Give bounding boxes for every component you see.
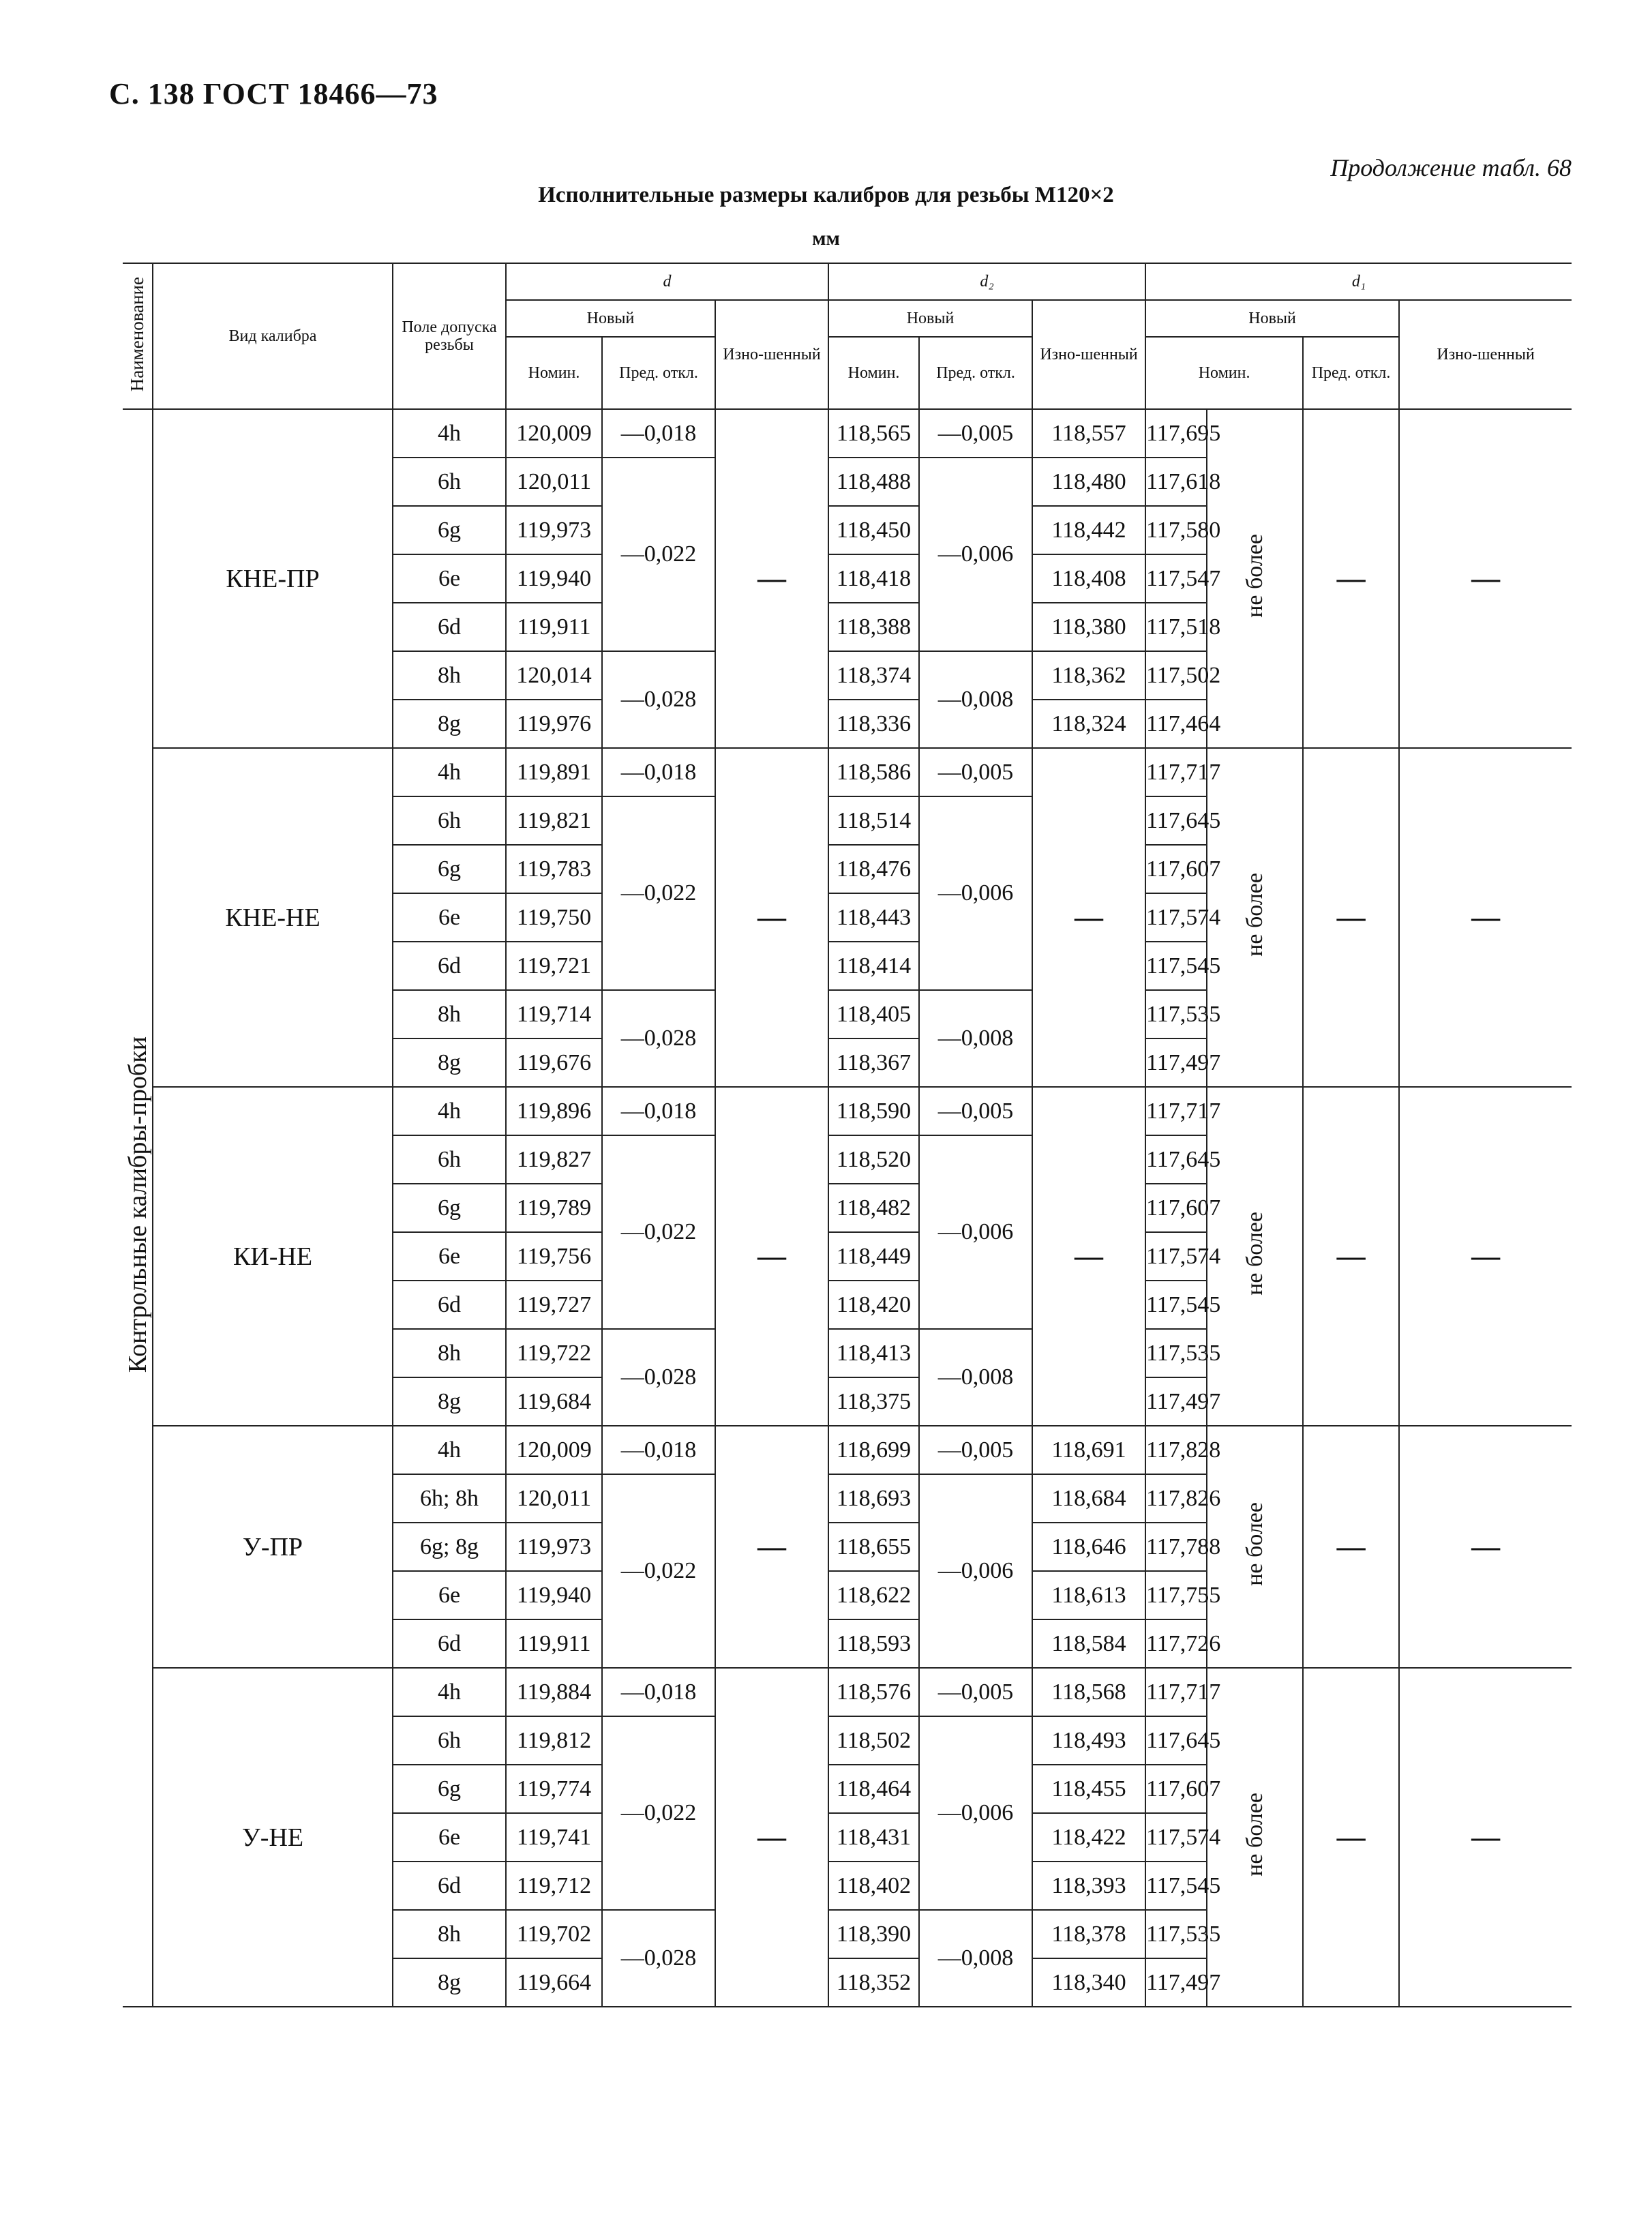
d2-worn-cell: 118,613 <box>1032 1571 1145 1619</box>
d2-worn-cell: 118,422 <box>1032 1813 1145 1862</box>
table-row <box>123 409 1572 458</box>
units-label: мм <box>812 227 840 250</box>
column-header-d-deviation: Пред. откл. <box>602 337 715 409</box>
not-more-label: не более <box>1242 533 1267 618</box>
d-deviation-cell: —0,018 <box>602 1087 715 1135</box>
d1-nominal-cell: 117,645 <box>1145 1716 1207 1765</box>
d2-worn-cell: 118,691 <box>1032 1426 1145 1474</box>
d2-nominal-cell: 118,464 <box>828 1765 919 1813</box>
d2-nominal-cell: 118,576 <box>828 1668 919 1716</box>
d1-deviation-cell: — <box>1303 1426 1399 1668</box>
gauge-type-label: У-НЕ <box>153 1668 393 2007</box>
column-header-d1-new: Новый <box>1145 300 1399 337</box>
d1-nominal-cell: 117,574 <box>1145 1232 1207 1281</box>
column-header-d-worn: Изно-шенный <box>715 300 828 409</box>
d1-nominal-cell: 117,717 <box>1145 1087 1207 1135</box>
d-nominal-cell: 120,009 <box>506 409 602 458</box>
d2-worn-cell: 118,584 <box>1032 1619 1145 1668</box>
d-nominal-cell: 119,714 <box>506 990 602 1038</box>
d1-nominal-cell: 117,535 <box>1145 990 1207 1038</box>
tolerance-cell: 6g <box>393 1765 506 1813</box>
d2-nominal-cell: 118,482 <box>828 1184 919 1232</box>
d2-nominal-cell: 118,390 <box>828 1910 919 1958</box>
d2-nominal-cell: 118,418 <box>828 554 919 603</box>
d2-deviation-cell: —0,005 <box>919 1668 1032 1716</box>
d-worn-cell: — <box>715 1087 828 1426</box>
d2-nominal-cell: 118,413 <box>828 1329 919 1377</box>
table-title: Исполнительные размеры калибров для резьбы М120×2 <box>538 183 1114 207</box>
d-deviation-cell: —0,022 <box>602 458 715 651</box>
d-nominal-cell: 119,976 <box>506 700 602 748</box>
tolerance-cell: 6d <box>393 603 506 651</box>
column-header-d-nominal: Номин. <box>506 337 602 409</box>
d-nominal-cell: 119,940 <box>506 554 602 603</box>
d-nominal-cell: 119,896 <box>506 1087 602 1135</box>
d1-nominal-cell: 117,717 <box>1145 748 1207 796</box>
d2-worn-cell: 118,568 <box>1032 1668 1145 1716</box>
tolerance-cell: 6h <box>393 458 506 506</box>
tolerance-cell: 8g <box>393 1377 506 1426</box>
d1-nominal-cell: 117,607 <box>1145 1184 1207 1232</box>
not-more-label: не более <box>1242 1792 1267 1877</box>
column-header-d2-deviation: Пред. откл. <box>919 337 1032 409</box>
column-header-tolerance: Поле допуска резьбы <box>393 263 506 409</box>
tolerance-cell: 8h <box>393 990 506 1038</box>
d2-nominal-cell: 118,431 <box>828 1813 919 1862</box>
d2-nominal-cell: 118,352 <box>828 1958 919 2007</box>
d1-nominal-cell: 117,645 <box>1145 796 1207 845</box>
d1-nominal-cell: 117,497 <box>1145 1377 1207 1426</box>
d-deviation-cell: —0,028 <box>602 1910 715 2007</box>
d2-worn-cell: — <box>1032 1087 1145 1426</box>
d1-nominal-cell: 117,545 <box>1145 1281 1207 1329</box>
d2-deviation-cell: —0,008 <box>919 651 1032 748</box>
d-nominal-cell: 119,774 <box>506 1765 602 1813</box>
d-deviation-cell: —0,018 <box>602 748 715 796</box>
d2-worn-cell: 118,393 <box>1032 1862 1145 1910</box>
d1-worn-cell: — <box>1399 409 1572 748</box>
tolerance-cell: 6g; 8g <box>393 1523 506 1571</box>
d1-nominal-cell: 117,574 <box>1145 893 1207 942</box>
table-row <box>123 1426 1572 1474</box>
table-body <box>123 409 1572 2007</box>
column-header-name-label: Наименование <box>126 276 147 391</box>
tolerance-cell: 6h <box>393 1716 506 1765</box>
d-nominal-cell: 119,684 <box>506 1377 602 1426</box>
tolerance-cell: 6e <box>393 1232 506 1281</box>
d1-deviation-cell: — <box>1303 1087 1399 1426</box>
d2-nominal-cell: 118,514 <box>828 796 919 845</box>
d2-deviation-cell: —0,008 <box>919 1910 1032 2007</box>
d-nominal-cell: 119,741 <box>506 1813 602 1862</box>
tolerance-cell: 8h <box>393 651 506 700</box>
d1-nominal-cell: 117,607 <box>1145 845 1207 893</box>
d1-nominal-cell: 117,545 <box>1145 1862 1207 1910</box>
d-worn-cell: — <box>715 409 828 748</box>
d2-worn-cell: — <box>1032 748 1145 1087</box>
d1-nominal-cell: 117,574 <box>1145 1813 1207 1862</box>
tolerance-cell: 6g <box>393 845 506 893</box>
gauge-type-label: КИ-НЕ <box>153 1087 393 1426</box>
d-nominal-cell: 120,014 <box>506 651 602 700</box>
column-header-d2-new: Новый <box>828 300 1032 337</box>
tolerance-cell: 4h <box>393 1087 506 1135</box>
d1-nominal-cell: 117,788 <box>1145 1523 1207 1571</box>
d1-nominal-cell: 117,726 <box>1145 1619 1207 1668</box>
tolerance-cell: 6h; 8h <box>393 1474 506 1523</box>
d2-nominal-cell: 118,693 <box>828 1474 919 1523</box>
tolerance-cell: 4h <box>393 748 506 796</box>
d-nominal-cell: 119,756 <box>506 1232 602 1281</box>
column-header-type: Вид калибра <box>153 263 393 409</box>
tolerance-cell: 6d <box>393 1619 506 1668</box>
d2-deviation-cell: —0,006 <box>919 796 1032 990</box>
column-header-d1-nominal: Номин. <box>1145 337 1303 409</box>
d1-worn-cell: — <box>1399 1426 1572 1668</box>
not-more-cell <box>1207 1426 1303 1668</box>
d2-nominal-cell: 118,502 <box>828 1716 919 1765</box>
table-row <box>123 1087 1572 1135</box>
tolerance-cell: 8g <box>393 1038 506 1087</box>
d2-nominal-cell: 118,699 <box>828 1426 919 1474</box>
column-header-d2: d₂ <box>828 263 1145 300</box>
d-nominal-cell: 120,011 <box>506 458 602 506</box>
d-deviation-cell: —0,028 <box>602 1329 715 1426</box>
table-continuation-label: Продолжение табл. 68 <box>1330 154 1572 181</box>
d1-nominal-cell: 117,607 <box>1145 1765 1207 1813</box>
d-nominal-cell: 119,827 <box>506 1135 602 1184</box>
d-nominal-cell: 119,702 <box>506 1910 602 1958</box>
d-nominal-cell: 119,722 <box>506 1329 602 1377</box>
d-deviation-cell: —0,028 <box>602 990 715 1087</box>
d2-worn-cell: 118,646 <box>1032 1523 1145 1571</box>
d2-worn-cell: 118,362 <box>1032 651 1145 700</box>
d2-nominal-cell: 118,655 <box>828 1523 919 1571</box>
d2-nominal-cell: 118,420 <box>828 1281 919 1329</box>
d1-nominal-cell: 117,828 <box>1145 1426 1207 1474</box>
tolerance-cell: 8h <box>393 1910 506 1958</box>
d1-nominal-cell: 117,464 <box>1145 700 1207 748</box>
column-header-d1-deviation: Пред. откл. <box>1303 337 1399 409</box>
d-nominal-cell: 119,884 <box>506 1668 602 1716</box>
d-nominal-cell: 120,009 <box>506 1426 602 1474</box>
not-more-label: не более <box>1242 1211 1267 1296</box>
d2-nominal-cell: 118,520 <box>828 1135 919 1184</box>
not-more-label: не более <box>1242 872 1267 957</box>
d2-nominal-cell: 118,622 <box>828 1571 919 1619</box>
d2-nominal-cell: 118,450 <box>828 506 919 554</box>
d2-worn-cell: 118,408 <box>1032 554 1145 603</box>
column-header-name <box>123 263 153 409</box>
d1-worn-cell: — <box>1399 748 1572 1087</box>
d-nominal-cell: 119,783 <box>506 845 602 893</box>
tolerance-cell: 6h <box>393 1135 506 1184</box>
tolerance-cell: 6e <box>393 554 506 603</box>
d-nominal-cell: 119,911 <box>506 1619 602 1668</box>
d-deviation-cell: —0,022 <box>602 796 715 990</box>
d-nominal-cell: 119,891 <box>506 748 602 796</box>
d1-nominal-cell: 117,826 <box>1145 1474 1207 1523</box>
d2-nominal-cell: 118,449 <box>828 1232 919 1281</box>
d1-nominal-cell: 117,755 <box>1145 1571 1207 1619</box>
tolerance-cell: 8g <box>393 1958 506 2007</box>
column-header-d-new: Новый <box>506 300 715 337</box>
d1-nominal-cell: 117,497 <box>1145 1958 1207 2007</box>
not-more-label: не более <box>1242 1501 1267 1586</box>
d-nominal-cell: 119,676 <box>506 1038 602 1087</box>
d2-nominal-cell: 118,565 <box>828 409 919 458</box>
tolerance-cell: 4h <box>393 1668 506 1716</box>
d2-nominal-cell: 118,593 <box>828 1619 919 1668</box>
d1-deviation-cell: — <box>1303 1668 1399 2007</box>
not-more-cell <box>1207 1668 1303 2007</box>
d2-deviation-cell: —0,006 <box>919 1716 1032 1910</box>
d-nominal-cell: 119,789 <box>506 1184 602 1232</box>
d2-deviation-cell: —0,005 <box>919 748 1032 796</box>
gauge-type-label: КНЕ-НЕ <box>153 748 393 1087</box>
d2-nominal-cell: 118,405 <box>828 990 919 1038</box>
d-deviation-cell: —0,022 <box>602 1135 715 1329</box>
side-label: Контрольные калибры-пробки <box>123 1036 152 1373</box>
d-nominal-cell: 119,911 <box>506 603 602 651</box>
d1-nominal-cell: 117,618 <box>1145 458 1207 506</box>
d2-worn-cell: 118,557 <box>1032 409 1145 458</box>
gauge-dimensions-table <box>123 263 1572 2007</box>
d-deviation-cell: —0,022 <box>602 1474 715 1668</box>
d1-nominal-cell: 117,717 <box>1145 1668 1207 1716</box>
column-header-d1-worn: Изно-шенный <box>1399 300 1572 409</box>
d-deviation-cell: —0,018 <box>602 1426 715 1474</box>
d-nominal-cell: 119,664 <box>506 1958 602 2007</box>
d2-worn-cell: 118,378 <box>1032 1910 1145 1958</box>
gauge-type-label: КНЕ-ПР <box>153 409 393 748</box>
d-nominal-cell: 119,821 <box>506 796 602 845</box>
tolerance-cell: 6e <box>393 1813 506 1862</box>
d-worn-cell: — <box>715 748 828 1087</box>
tolerance-cell: 6d <box>393 1862 506 1910</box>
d-deviation-cell: —0,022 <box>602 1716 715 1910</box>
d2-worn-cell: 118,324 <box>1032 700 1145 748</box>
tolerance-cell: 6g <box>393 506 506 554</box>
d2-deviation-cell: —0,005 <box>919 1087 1032 1135</box>
column-header-d2-nominal: Номин. <box>828 337 919 409</box>
d1-nominal-cell: 117,502 <box>1145 651 1207 700</box>
d1-nominal-cell: 117,545 <box>1145 942 1207 990</box>
tolerance-cell: 6h <box>393 796 506 845</box>
d2-nominal-cell: 118,590 <box>828 1087 919 1135</box>
d2-worn-cell: 118,684 <box>1032 1474 1145 1523</box>
tolerance-cell: 4h <box>393 409 506 458</box>
tolerance-cell: 6e <box>393 1571 506 1619</box>
d2-nominal-cell: 118,586 <box>828 748 919 796</box>
d2-deviation-cell: —0,005 <box>919 1426 1032 1474</box>
d2-deviation-cell: —0,006 <box>919 1135 1032 1329</box>
page-header: С. 138 ГОСТ 18466—73 <box>109 77 438 110</box>
d2-deviation-cell: —0,006 <box>919 458 1032 651</box>
d1-deviation-cell: — <box>1303 748 1399 1087</box>
d1-nominal-cell: 117,518 <box>1145 603 1207 651</box>
d2-nominal-cell: 118,443 <box>828 893 919 942</box>
column-header-d2-worn: Изно-шенный <box>1032 300 1145 409</box>
d1-nominal-cell: 117,535 <box>1145 1329 1207 1377</box>
d-nominal-cell: 120,011 <box>506 1474 602 1523</box>
d1-worn-cell: — <box>1399 1668 1572 2007</box>
not-more-cell <box>1207 748 1303 1087</box>
d-worn-cell: — <box>715 1668 828 2007</box>
d2-nominal-cell: 118,374 <box>828 651 919 700</box>
d-nominal-cell: 119,973 <box>506 1523 602 1571</box>
tolerance-cell: 8g <box>393 700 506 748</box>
column-header-d1: d₁ <box>1145 263 1572 300</box>
d2-deviation-cell: —0,008 <box>919 990 1032 1087</box>
d1-deviation-cell: — <box>1303 409 1399 748</box>
d-nominal-cell: 119,750 <box>506 893 602 942</box>
d1-nominal-cell: 117,547 <box>1145 554 1207 603</box>
d2-nominal-cell: 118,375 <box>828 1377 919 1426</box>
not-more-cell <box>1207 1087 1303 1426</box>
d2-nominal-cell: 118,414 <box>828 942 919 990</box>
tolerance-cell: 6e <box>393 893 506 942</box>
d2-deviation-cell: —0,005 <box>919 409 1032 458</box>
d-nominal-cell: 119,812 <box>506 1716 602 1765</box>
not-more-cell <box>1207 409 1303 748</box>
d1-nominal-cell: 117,645 <box>1145 1135 1207 1184</box>
d2-nominal-cell: 118,488 <box>828 458 919 506</box>
d2-deviation-cell: —0,006 <box>919 1474 1032 1668</box>
table-row <box>123 1668 1572 1716</box>
d-nominal-cell: 119,727 <box>506 1281 602 1329</box>
d2-worn-cell: 118,480 <box>1032 458 1145 506</box>
tolerance-cell: 6g <box>393 1184 506 1232</box>
d-deviation-cell: —0,018 <box>602 1668 715 1716</box>
d2-deviation-cell: —0,008 <box>919 1329 1032 1426</box>
d2-worn-cell: 118,340 <box>1032 1958 1145 2007</box>
tolerance-cell: 4h <box>393 1426 506 1474</box>
d2-worn-cell: 118,442 <box>1032 506 1145 554</box>
gauge-type-label: У-ПР <box>153 1426 393 1668</box>
d-nominal-cell: 119,973 <box>506 506 602 554</box>
column-header-d: d <box>506 263 828 300</box>
side-label-cell <box>123 409 153 2007</box>
d2-nominal-cell: 118,367 <box>828 1038 919 1087</box>
d1-nominal-cell: 117,497 <box>1145 1038 1207 1087</box>
d1-nominal-cell: 117,535 <box>1145 1910 1207 1958</box>
d-nominal-cell: 119,712 <box>506 1862 602 1910</box>
d-deviation-cell: —0,028 <box>602 651 715 748</box>
d2-nominal-cell: 118,388 <box>828 603 919 651</box>
d-nominal-cell: 119,721 <box>506 942 602 990</box>
tolerance-cell: 6d <box>393 1281 506 1329</box>
d2-nominal-cell: 118,336 <box>828 700 919 748</box>
tolerance-cell: 6d <box>393 942 506 990</box>
tolerance-cell: 8h <box>393 1329 506 1377</box>
d1-nominal-cell: 117,580 <box>1145 506 1207 554</box>
d-deviation-cell: —0,018 <box>602 409 715 458</box>
d2-worn-cell: 118,493 <box>1032 1716 1145 1765</box>
d-nominal-cell: 119,940 <box>506 1571 602 1619</box>
table-row <box>123 748 1572 796</box>
d2-nominal-cell: 118,476 <box>828 845 919 893</box>
d2-worn-cell: 118,455 <box>1032 1765 1145 1813</box>
d1-nominal-cell: 117,695 <box>1145 409 1207 458</box>
d2-worn-cell: 118,380 <box>1032 603 1145 651</box>
d2-nominal-cell: 118,402 <box>828 1862 919 1910</box>
d-worn-cell: — <box>715 1426 828 1668</box>
d1-worn-cell: — <box>1399 1087 1572 1426</box>
